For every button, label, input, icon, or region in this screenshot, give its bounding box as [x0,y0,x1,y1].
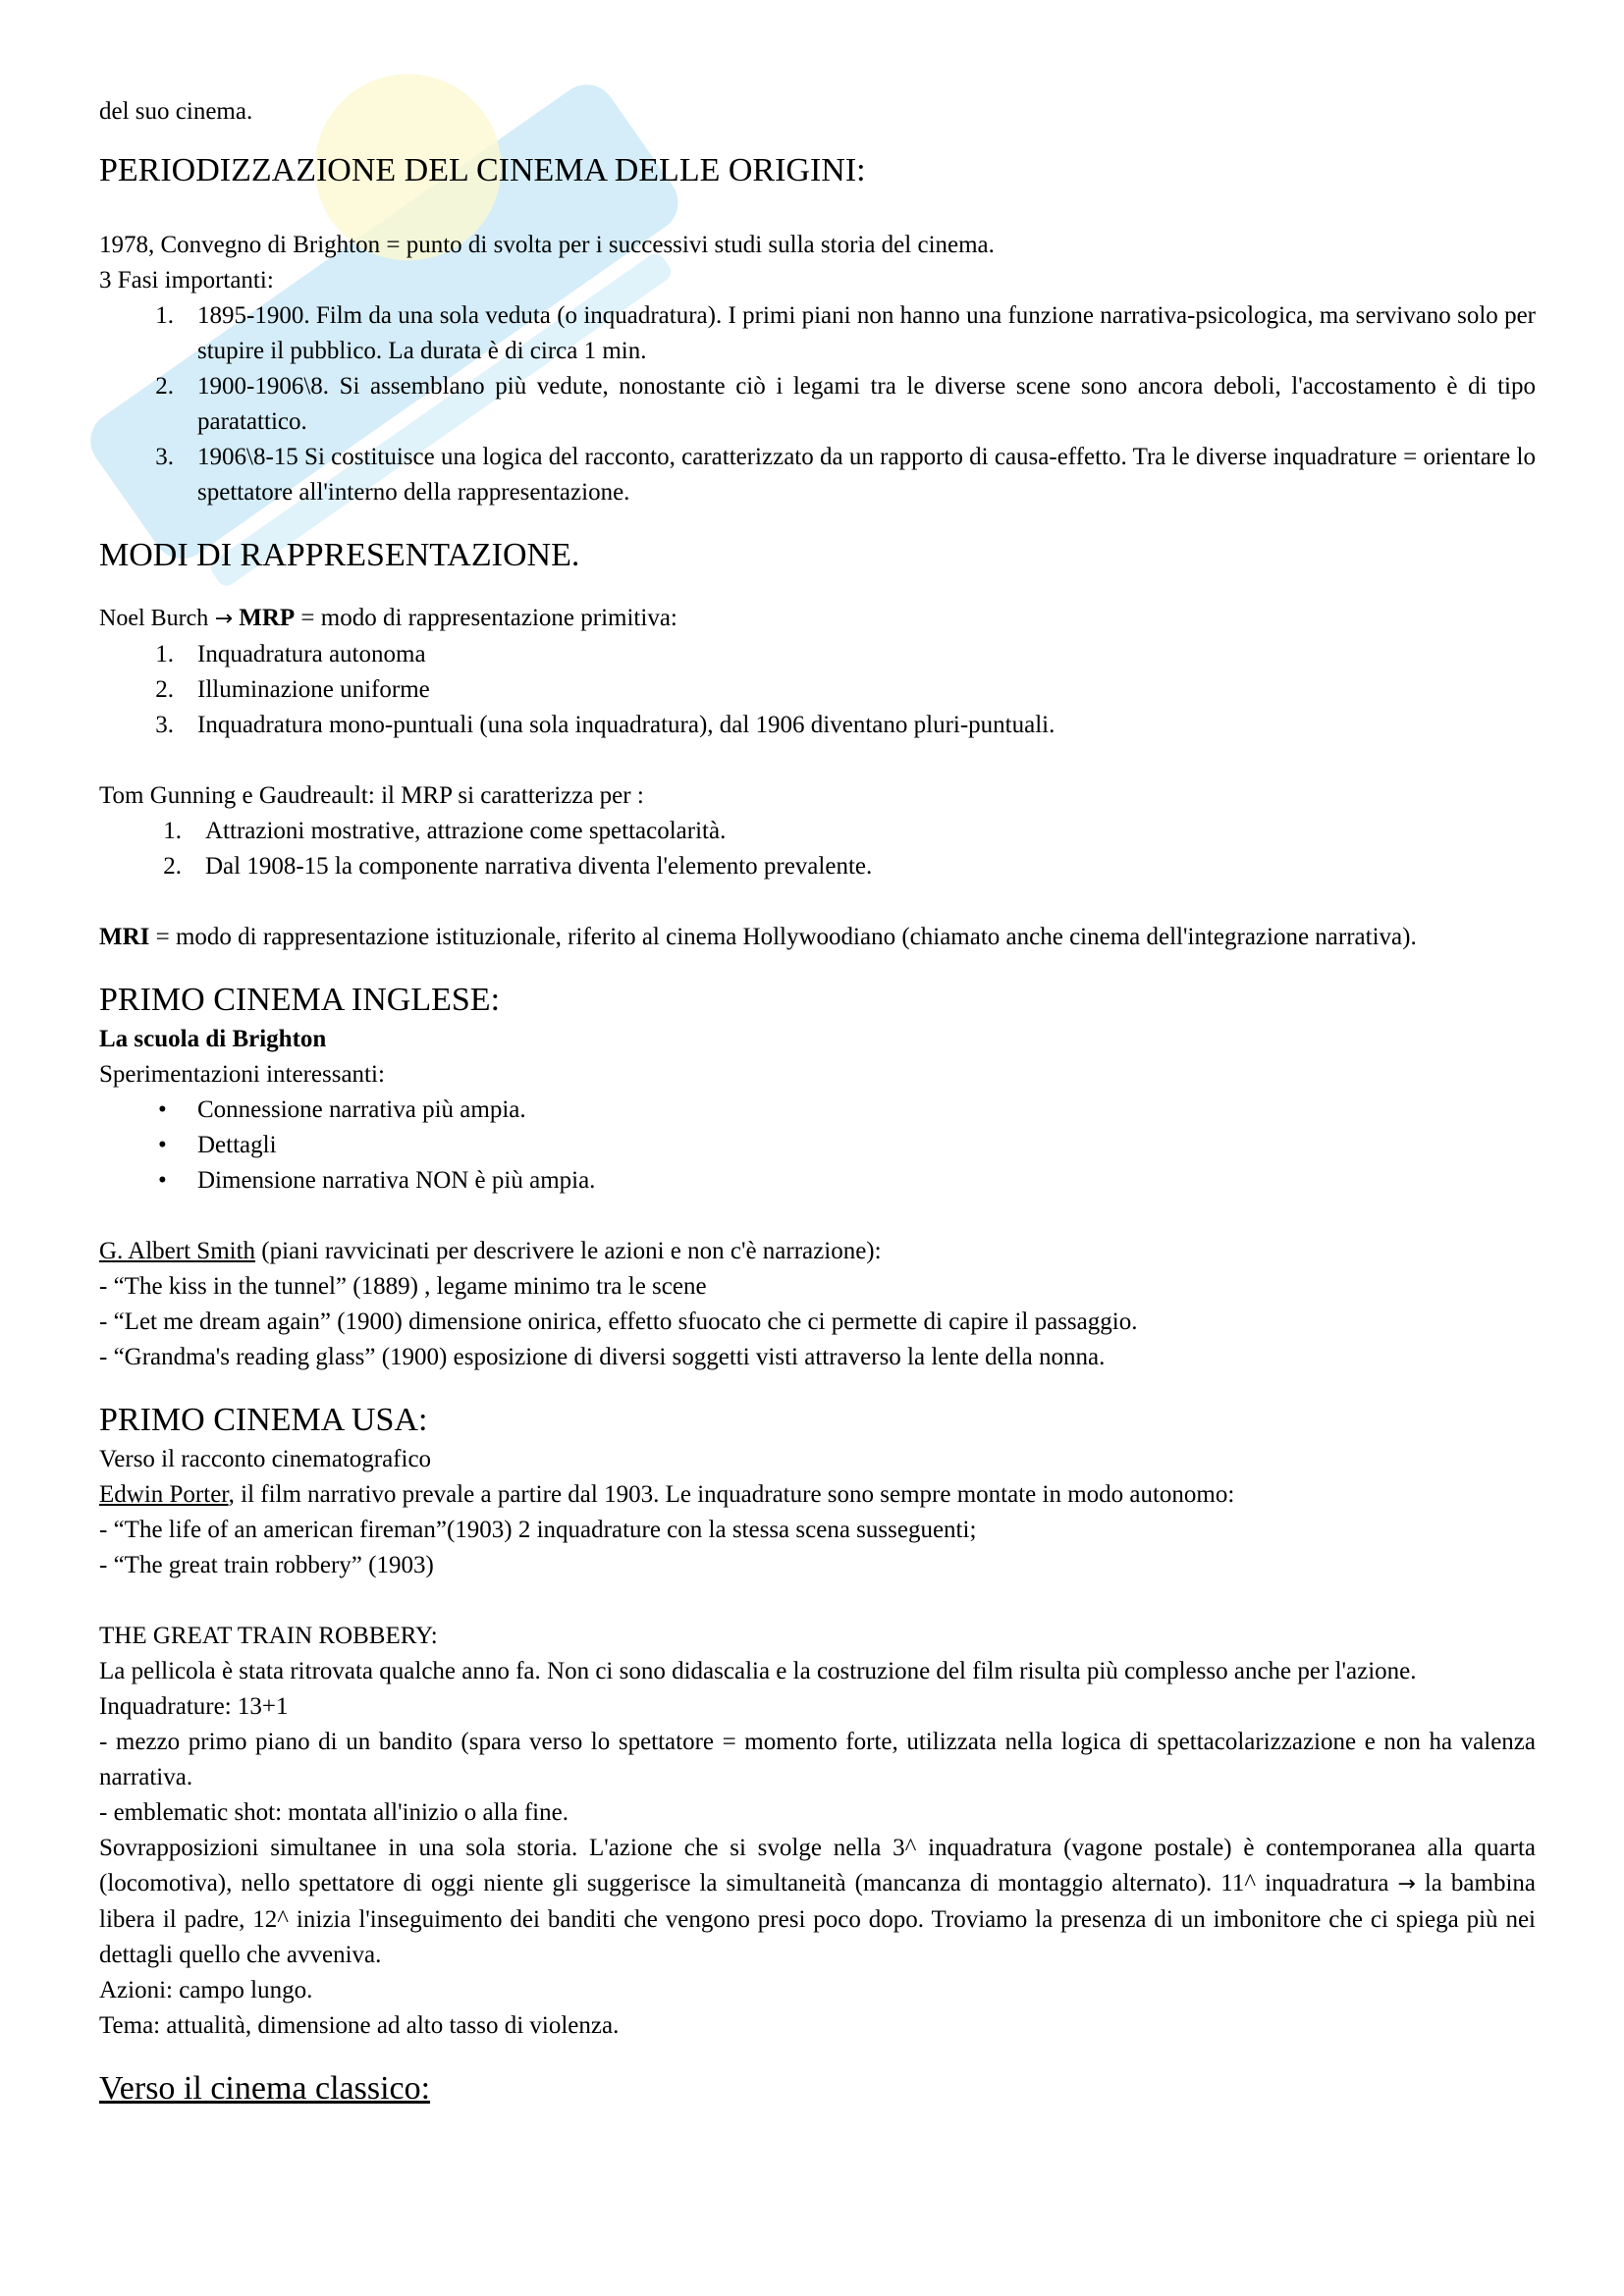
burch-line: Noel Burch → MRP = modo di rappresentazione primitiva: [99,605,677,631]
subheading-brighton: La scuola di Brighton [99,1026,327,1052]
list-item: • Dettagli [99,1128,1536,1163]
heading-cinema-usa: PRIMO CINEMA USA: [99,1402,428,1438]
burch-list [99,637,1536,743]
sperimentazioni-label: Sperimentazioni interessanti: [99,1061,385,1088]
bandito-paragraph: - mezzo primo piano di un bandito (spara verso lo spettatore = momento forte, utilizzata nella logica di spettacolarizzazione e non ha valenza narrativa. [99,1729,1536,1790]
emblematic-line: - emblematic shot: montata all'inizio o alla fine. [99,1799,568,1826]
list-item: 2. Dal 1908-15 la componente narrativa diventa l'elemento prevalente. [163,853,873,880]
list-item: 3. 1906\8-15 Si costituisce una logica del racconto, caratterizzato da un rapporto di causa-effetto. Tra le diverse inquadrature = orientare lo spettatore all'interno della rappresentazione. [155,444,1536,506]
film-line: - “Let me dream again” (1900) dimensione onirica, effetto sfuocato che ci permette di capire il passaggio. [99,1308,1138,1335]
smith-line: G. Albert Smith (piani ravvicinati per descrivere le azioni e non c'è narrazione): [99,1238,882,1264]
film-line: - “The kiss in the tunnel” (1889) , legame minimo tra le scene [99,1273,707,1300]
phases-label: 3 Fasi importanti: [99,267,274,294]
heading-periodizzazione: PERIODIZZAZIONE DEL CINEMA DELLE ORIGINI: [99,152,866,188]
list-item: 1. 1895-1900. Film da una sola veduta (o inquadratura). I primi piani non hanno una funzione narrativa-psicologica, ma servivano solo per stupire il pubblico. La durata è di circa 1 min. [155,302,1536,364]
list-item: 1. Attrazioni mostrative, attrazione come spettacolarità. [163,818,727,844]
list-item: 3. Inquadratura mono-puntuali (una sola inquadratura), dal 1906 diventano pluri-puntuali. [155,712,1056,738]
list-item: 2. 1900-1906\8. Si assemblano più vedute, nonostante ciò i legami tra le diverse scene sono ancora deboli, l'accostamento è di tipo paratattico. [155,373,1536,435]
film-line: - “Grandma's reading glass” (1900) esposizione di diversi soggetti visti attraverso la lente della nonna. [99,1344,1106,1370]
bullet-icon: • [158,1132,167,1158]
gunning-line: Tom Gunning e Gaudreault: il MRP si caratterizza per : [99,782,644,809]
brighton-intro: 1978, Convegno di Brighton = punto di svolta per i successivi studi sulla storia del cinema. [99,232,995,258]
azioni-line: Azioni: campo lungo. [99,1977,313,2003]
tema-line: Tema: attualità, dimensione ad alto tasso di violenza. [99,2012,620,2039]
usa-subtitle: Verso il racconto cinematografico [99,1446,432,1472]
arrow-right-icon: → [1397,1872,1416,1896]
phases-list [99,298,1536,510]
list-item: 2. Illuminazione uniforme [155,676,430,703]
heading-cinema-classico: Verso il cinema classico: [99,2070,431,2107]
heading-train-robbery: THE GREAT TRAIN ROBBERY: [99,1623,438,1649]
list-item: 1. Inquadratura autonoma [155,641,426,667]
sovrapposizioni-paragraph: Sovrapposizioni simultanee in una sola storia. L'azione che si svolge nella 3^ inquadratura (vagone postale) è contemporanea alla quarta (locomotiva), nello spettatore di oggi niente gli suggerisce la simultaneità (mancanza di montaggio alternato). 11^ inquadratura → la bambina libera il padre, 12^ inizia l'inseguimento dei banditi che vengono presi poco dopo. Troviamo la presenza di un imbonitore che ci spiega più nei dettagli quello che avveniva. [99,1835,1536,1968]
arrow-right-icon: → [214,607,233,631]
mri-paragraph: MRI = modo di rappresentazione istituzionale, riferito al cinema Hollywoodiano (chiamato anche cinema dell'integrazione narrativa). [99,924,1417,950]
continuation-line: del suo cinema. [99,98,253,125]
film-line: - “The great train robbery” (1903) [99,1552,434,1578]
gunning-list [99,814,1536,884]
film-line: - “The life of an american fireman”(1903) 2 inquadrature con la stessa scena susseguenti; [99,1517,977,1543]
porter-line: Edwin Porter, il film narrativo prevale a partire dal 1903. Le inquadrature sono sempre montate in modo autonomo: [99,1481,1235,1508]
bullet-icon: • [158,1167,167,1194]
pellicola-paragraph: La pellicola è stata ritrovata qualche anno fa. Non ci sono didascalia e la costruzione del film risulta più complesso anche per l'azione. [99,1658,1417,1684]
inquadrature-line: Inquadrature: 13+1 [99,1693,289,1720]
list-item: • Dimensione narrativa NON è più ampia. [99,1163,1536,1199]
sperimentazioni-list [99,1093,1536,1199]
heading-modi: MODI DI RAPPRESENTAZIONE. [99,537,580,573]
heading-cinema-inglese: PRIMO CINEMA INGLESE: [99,982,501,1018]
bullet-icon: • [158,1096,167,1123]
list-item: • Connessione narrativa più ampia. [99,1093,1536,1128]
document-page [99,94,1536,2110]
